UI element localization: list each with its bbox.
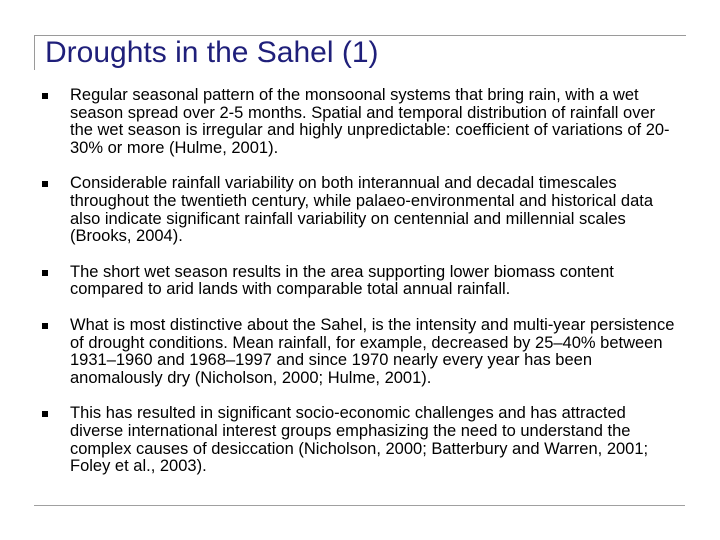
bullet-text: Considerable rainfall variability on both interannual and decadal timescales throughout the twentieth century, while palaeo-environmental and historical data also indicate significant rainfall variability on centennial and millennial scales (Brooks, 2004).	[70, 174, 654, 246]
bullet-text: The short wet season results in the area supporting lower biomass content compared to arid lands with comparable total annual rainfall.	[70, 262, 614, 299]
bullet-item	[40, 175, 680, 245]
square-bullet-icon	[42, 93, 48, 99]
slide-title: Droughts in the Sahel (1)	[45, 36, 379, 69]
bullet-text: This has resulted in significant socio-economic challenges and has attracted diverse international interest groups emphasizing the need to understand the complex causes of desiccation (Nicholson, 2000; Batterbury and Warren, 2001; Foley et al., 2003).	[70, 404, 649, 476]
bullet-item	[40, 87, 680, 157]
bullet-text: What is most distinctive about the Sahel, is the intensity and multi-year persistence of drought conditions. Mean rainfall, for example, decreased by 25–40% between 1931–1960 and 1968–1997 and since 1970 nearly every year has been anomalously dry (Nicholson, 2000; Hulme, 2001).	[70, 315, 675, 387]
bottom-rule	[34, 505, 685, 506]
square-bullet-icon	[42, 270, 48, 276]
bullet-item	[40, 317, 680, 387]
bullet-text: Regular seasonal pattern of the monsoonal systems that bring rain, with a wet season spread over 2-5 months. Spatial and temporal distribution of rainfall over the wet season is irregular and highly unpredictable: coefficient of variations of 20-30% or more (Hulme, 2001).	[70, 86, 670, 157]
bullet-item	[40, 405, 680, 475]
square-bullet-icon	[42, 411, 48, 417]
square-bullet-icon	[42, 181, 48, 187]
bullet-list	[40, 87, 680, 494]
square-bullet-icon	[42, 323, 48, 329]
bullet-item	[40, 264, 680, 299]
